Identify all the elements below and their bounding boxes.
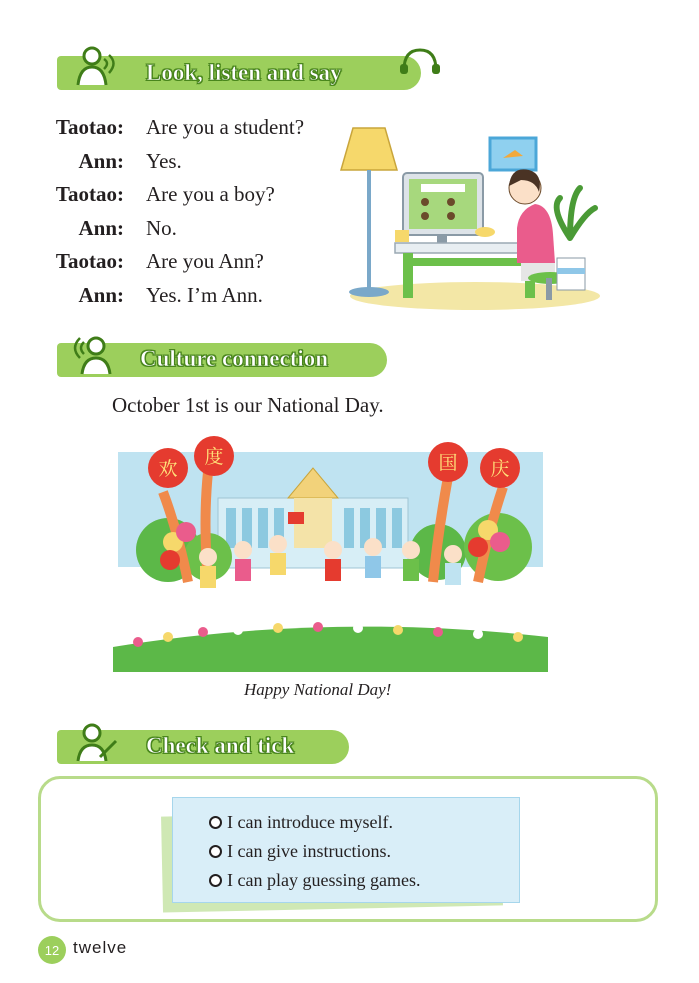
lantern [480,448,520,488]
lantern [428,442,468,482]
listening-person-icon [70,45,126,87]
culture-sentence: October 1st is our National Day. [112,393,384,417]
check-item-label: I can introduce myself. [227,812,393,832]
dialog-text: Are you a boy? [146,182,275,206]
lantern [148,448,188,488]
lantern-character: 国 [438,452,458,474]
page-number-badge: 12 [38,936,66,964]
check-item[interactable] [209,812,393,833]
lantern [194,436,234,476]
dialog-text: Yes. I’m Ann. [146,282,263,307]
check-item[interactable] [209,870,420,891]
dialog-line [40,115,340,149]
section-title: Culture connection [140,346,329,371]
dialogue [40,115,340,316]
page-number-word: twelve [73,938,128,957]
dialog-line [40,182,340,216]
dialog-text: Are you Ann? [146,249,264,273]
check-item-label: I can give instructions. [227,841,391,861]
writing-person-icon [70,721,126,763]
check-item[interactable] [209,841,391,862]
check-item-label: I can play guessing games. [227,870,421,890]
speaker-name: Taotao: [55,115,124,139]
check-circle-icon[interactable] [209,816,222,829]
speaker-name: Taotao: [55,182,124,206]
speaker-name: Ann: [78,282,124,307]
lantern-character: 度 [204,446,224,468]
dialog-line [40,149,340,183]
dialog-text: Are you a student? [146,115,305,139]
illustration-caption: Happy National Day! [244,680,392,699]
speaker-name: Ann: [78,215,124,240]
dialog-line [40,283,340,317]
headphones-icon [398,46,442,76]
dialog-line [40,249,340,283]
section-title: Look, listen and say [146,60,342,85]
section-title: Check and tick [146,733,295,758]
girl-at-computer-illustration [325,118,600,318]
speaker-name: Taotao: [55,249,124,273]
dialog-text: No. [146,215,177,240]
speaking-person-icon [70,334,126,376]
lantern-character: 庆 [490,458,510,480]
dialog-text: Yes. [146,148,182,173]
check-circle-icon[interactable] [209,874,222,887]
national-day-illustration [108,432,553,677]
dialog-line [40,216,340,250]
check-list-card [172,797,520,903]
check-circle-icon[interactable] [209,845,222,858]
speaker-name: Ann: [78,148,124,173]
lantern-character: 欢 [158,458,178,480]
